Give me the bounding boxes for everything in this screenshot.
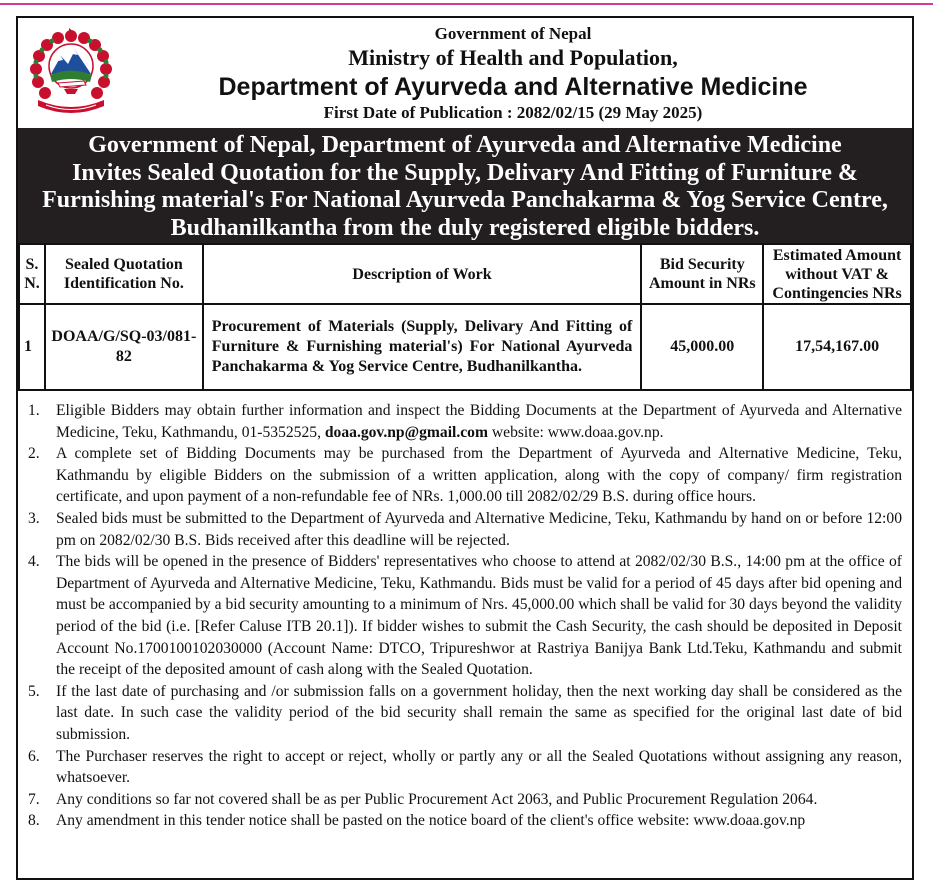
item-text: The bids will be opened in the presence of Bidders' representatives who choose to attend at 2082/02/30 B.S., 14:00 pm at the office of Department of Ayurveda and Alternative Medicine, Teku, Kathmandu. Bids must be valid for a period of 45 days after bid opening and must be accompanied by a bid security amounting to a minimum of Nrs. 45,000.00 which shall be valid for 30 days beyond the validity period of the bid (i.e. [Refer Caluse ITB 20.1]). If bidder wishes to submit the Cash Security, the cash should be deposited in Deposit Account No.1700100102030000 (Account Name: DTCO, Tripureshwor at Rastriya Banijya Bank Ltd.Teku, Kathmandu and submit the receipt of the deposited amount of cash along with the Sealed Quotation. [56, 553, 902, 679]
header-sn: S. N. [19, 244, 45, 304]
nepal-coat-of-arms-icon [28, 26, 114, 114]
banner-line: Government of Nepal, Department of Ayurveda and Alternative Medicine [88, 132, 842, 158]
banner-line: Budhanilkantha from the duly registered eligible bidders. [170, 214, 760, 241]
cell-bid-security: 45,000.00 [641, 304, 763, 390]
cell-identification: DOAA/G/SQ-03/081-82 [45, 304, 203, 390]
item-text: Eligible Bidders may obtain further information and inspect the Bidding Documents at the Department of Ayurveda and Alternative Medicine, Teku, Kathmandu, 01-5352525, [56, 402, 902, 441]
ministry-title: Ministry of Health and Population, [348, 45, 678, 70]
item-text: Sealed bids must be submitted to the Department of Ayurveda and Alternative Medicine, Teku, Kathmandu by hand on or before 12:00 pm on 2082/02/30 B.S. Bids received after this deadline will be rejected. [56, 509, 902, 549]
cell-sn: 1 [19, 304, 45, 390]
item-text: Any amendment in this tender notice shall be pasted on the notice board of the client's office website: www.doaa.gov.np [56, 812, 806, 830]
header-estimated-amount: Estimated Amount without VAT & Contingencies NRs [763, 244, 911, 304]
notice-banner [18, 128, 912, 243]
cell-estimated-amount: 17,54,167.00 [763, 304, 911, 390]
item-number: 4. [28, 553, 40, 571]
bid-table [18, 243, 912, 391]
list-item [18, 746, 902, 789]
cell-description: Procurement of Materials (Supply, Delivary And Fitting of Furniture & Furnishing material's) For National Ayurveda Panchakarma & Yog Service Centre, Budhanilkantha. [203, 304, 642, 390]
list-item [18, 681, 902, 746]
list-item [18, 443, 902, 508]
item-text: A complete set of Bidding Documents may be purchased from the Department of Ayurveda and Alternative Medicine, Teku, Kathmandu by eligible Bidders on the submission of a written application, along with the copy of company/ firm registration certificate, and upon payment of a non-refundable fee of NRs. 1,000.00 till 2082/02/29 B.S. during office hours. [56, 445, 902, 506]
table-row [19, 304, 911, 390]
item-number: 5. [28, 682, 40, 700]
government-title: Government of Nepal [434, 24, 592, 43]
item-number: 7. [28, 790, 40, 808]
item-number: 6. [28, 747, 40, 765]
item-text: Any conditions so far not covered shall be as per Public Procurement Act 2063, and Public Procurement Regulation 2064. [56, 790, 818, 808]
item-text: website: www.doaa.gov.np. [487, 423, 664, 441]
list-item [18, 551, 902, 681]
list-item [18, 400, 902, 443]
list-item [18, 508, 902, 551]
table-header-row [19, 244, 911, 304]
header-identification: Sealed Quotation Identification No. [45, 244, 203, 304]
item-text: The Purchaser reserves the right to accept or reject, wholly or partly any or all the Sealed Quotations without assigning any reason, whatsoever. [56, 747, 902, 787]
item-number: 3. [28, 509, 40, 527]
department-title: Department of Ayurveda and Alternative Medicine [218, 73, 808, 101]
list-item [18, 810, 902, 832]
banner-line: Invites Sealed Quotation for the Supply, Delivary And Fitting of Furniture & [72, 159, 858, 186]
item-number: 8. [28, 812, 40, 830]
item-text: If the last date of purchasing and /or submission falls on a government holiday, then the next working day shall be considered as the last date. In such case the validity period of the bid security shall remain the same as specified for the original last date of bid submission. [56, 682, 902, 743]
contact-email: doaa.gov.np@gmail.com [324, 423, 488, 441]
tender-notice [16, 16, 914, 880]
top-rule [0, 3, 933, 5]
header-bid-security: Bid Security Amount in NRs [641, 244, 763, 304]
list-item [18, 789, 902, 811]
publication-date: First Date of Publication : 2082/02/15 (29 May 2025) [323, 103, 703, 122]
header-description: Description of Work [203, 244, 642, 304]
item-number: 1. [28, 402, 40, 419]
banner-line: Furnishing material's For National Ayurveda Panchakarma & Yog Service Centre, [42, 187, 888, 213]
item-number: 2. [28, 445, 40, 463]
terms-list [18, 400, 902, 832]
